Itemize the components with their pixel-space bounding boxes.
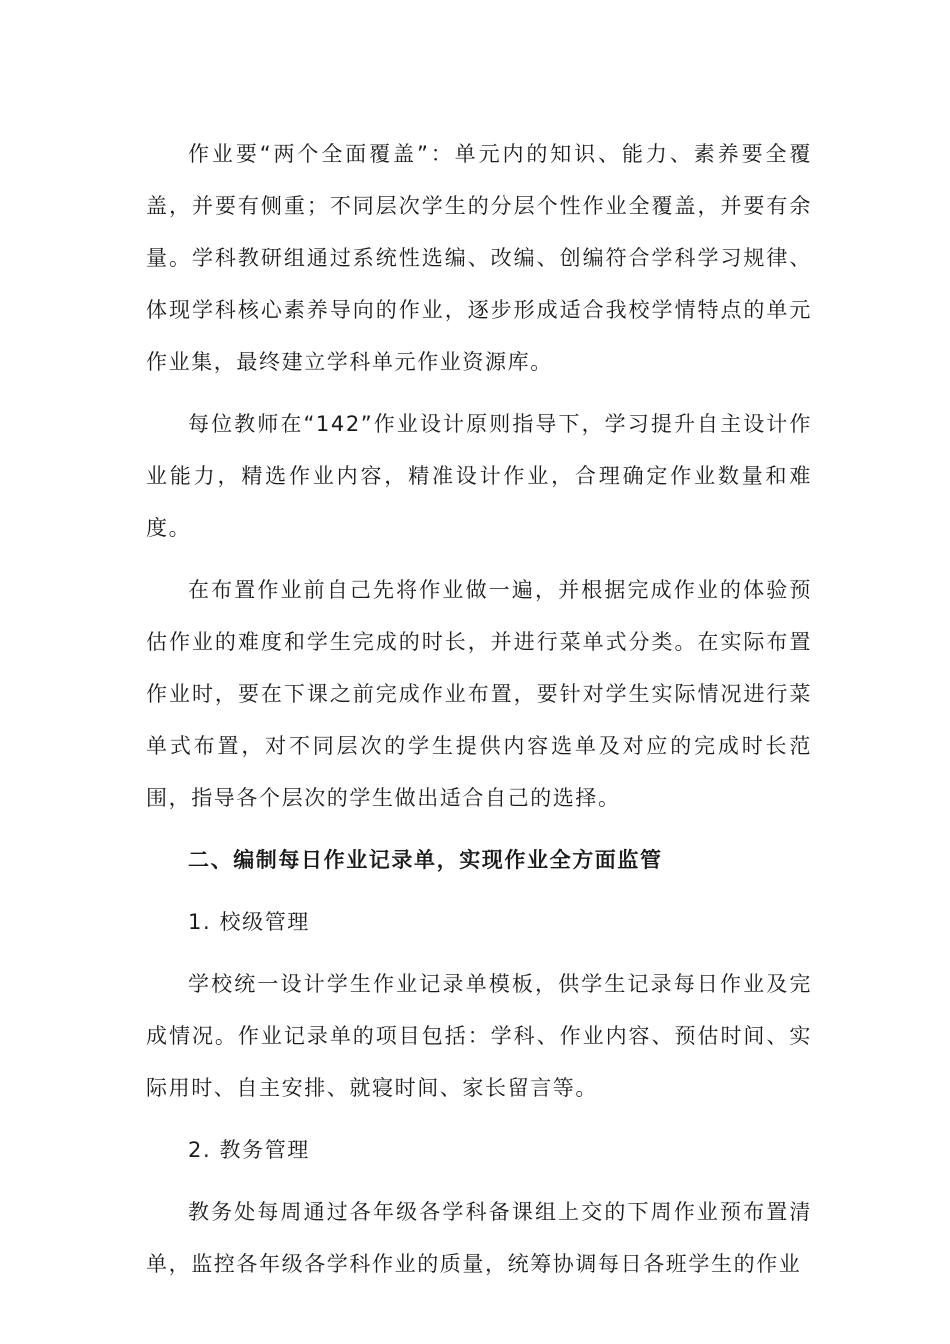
paragraph-record-sheet: 学校统一设计学生作业记录单模板，供学生记录每日作业及完成情况。作业记录单的项目包括：学科、作业内容、预估时间、实际用时、自主安排、就寝时间、家长留言等。 — [146, 972, 812, 1100]
paragraph-teacher-design: 每位教师在“142”作业设计原则指导下，学习提升自主设计作业能力，精选作业内容，精准设计作业，合理确定作业数量和难度。 — [146, 412, 812, 540]
subheading-school-management: 1. 校级管理 — [188, 910, 310, 934]
document-body — [146, 128, 812, 1290]
paragraph-assignment-menu: 在布置作业前自己先将作业做一遍，并根据完成作业的体验预估作业的难度和学生完成的时长，并进行菜单式分类。在实际布置作业时，要在下课之前完成作业布置，要针对学生实际情况进行菜单式布置，对不同层次的学生提供内容选单及对应的完成时长范围，指导各个层次的学生做出适合自己的选择。 — [146, 578, 812, 810]
paragraph-coverage: 作业要“两个全面覆盖”：单元内的知识、能力、素养要全覆盖，并要有侧重；不同层次学生的分层个性作业全覆盖，并要有余量。学科教研组通过系统性选编、改编、创编符合学科学习规律、体现学科核心素养导向的作业，逐步形成适合我校学情特点的单元作业集，最终建立学科单元作业资源库。 — [146, 142, 812, 374]
subheading-academic-management: 2. 教务管理 — [188, 1138, 310, 1162]
paragraph-academic-office: 教务处每周通过各年级各学科备课组上交的下周作业预布置清单，监控各年级各学科作业的质量，统筹协调每日各班学生的作业 — [146, 1200, 812, 1276]
section-heading-2: 二、编制每日作业记录单，实现作业全方面监管 — [188, 848, 663, 872]
